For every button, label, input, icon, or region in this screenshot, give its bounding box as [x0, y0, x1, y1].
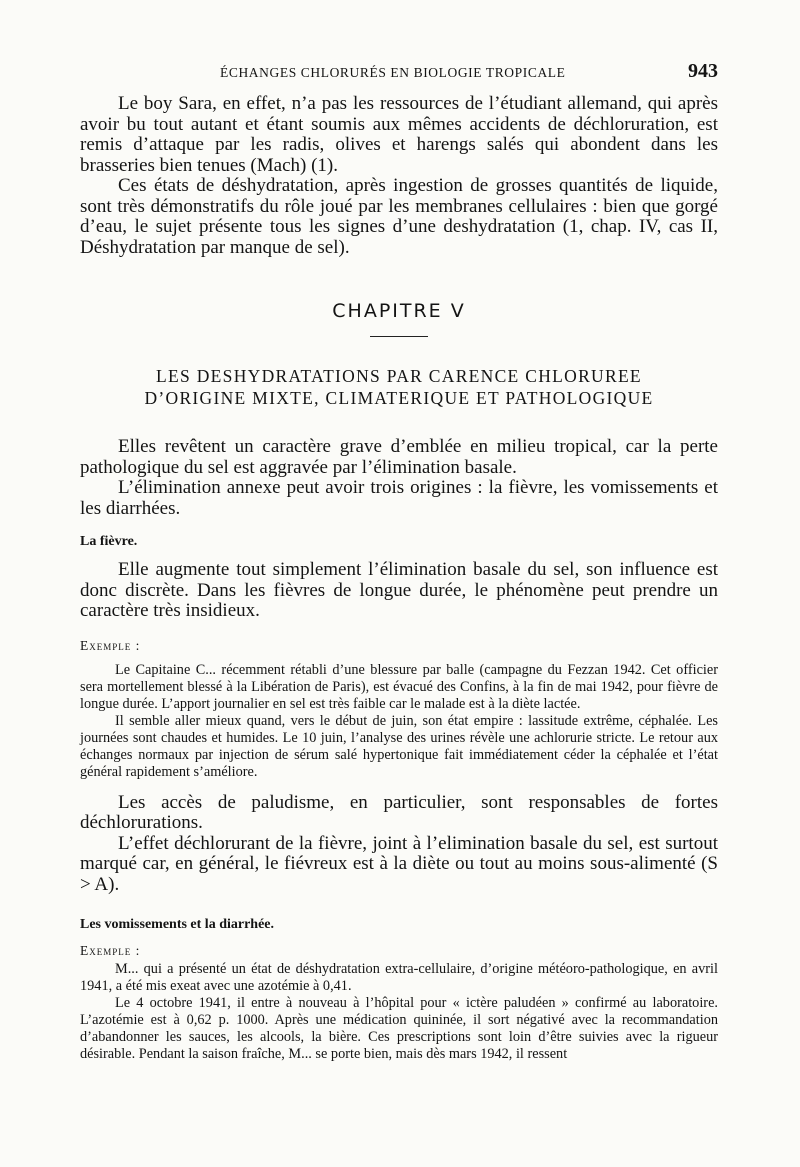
chapter-paragraph-2: L’élimination annexe peut avoir trois origines : la fièvre, les vomissements et les diarrhées. — [80, 477, 718, 519]
fever-paragraph: Elle augmente tout simplement l’élimination basale du sel, son influence est donc discrète. Dans les fièvres de longue durée, le phénomène peut prendre un caractère très insidieux. — [80, 559, 718, 621]
chapter-title — [80, 365, 718, 409]
section-heading-fever: La fièvre. — [80, 534, 138, 549]
page-number: 943 — [688, 60, 718, 82]
vomiting-example-paragraph-2: Le 4 octobre 1941, il entre à nouveau à l’hôpital pour « ictère paludéen » confirmé au laboratoire. L’azotémie est à 0,62 p. 1000. Après une médication quininée, il sort négativé avec la recommandation d’abandonner les sauces, les alcools, la bière. Ces prescriptions sont loin d’être suivies avec la rigueur désirable. Pendant la saison fraîche, M... se porte bien, mais dès mars 1942, il ressent — [80, 995, 718, 1062]
intro-paragraph-2: Ces états de déshydratation, après ingestion de grosses quantités de liquide, sont très démonstratifs du rôle joué par les membranes cellulaires : bien que gorgé d’eau, le sujet présente tous les signes d’une deshydratation (1, chap. IV, cas II, Déshydratation par manque de sel). — [80, 175, 718, 258]
fever-example-paragraph-1: Le Capitaine C... récemment rétabli d’une blessure par balle (campagne du Fezzan 1942. Cet officier sera mortellement blessé à la Libération de Paris), est évacué des Confins, à la fin de mai 1942, pour fièvre de longue durée. L’apport journalier en sel est très faible car le malade est à la diète lactée. — [80, 661, 718, 712]
chapter-rule — [370, 336, 428, 337]
intro-paragraph-1: Le boy Sara, en effet, n’a pas les ressources de l’étudiant allemand, qui après avoir bu tout autant et étant soumis aux mêmes accidents de déchloruration, est remis d’attaque par les radis, olives et harengs salés qui abondent dans les brasseries bien tenues (Mach) (1). — [80, 93, 718, 176]
fever-after-paragraph-1: Les accès de paludisme, en particulier, sont responsables de fortes déchlorurations. — [80, 791, 718, 833]
page-body — [80, 94, 718, 1063]
chapter-title-line-2: D’ORIGINE MIXTE, CLIMATERIQUE ET PATHOLOGIQUE — [144, 388, 654, 408]
running-header — [0, 58, 800, 86]
vomiting-example-paragraph-1: M... qui a présenté un état de déshydratation extra-cellulaire, d’origine météoro-pathologique, en avril 1941, a été mis exeat avec une azotémie à 0,41. — [80, 961, 718, 994]
vomiting-example-label: Exemple : — [80, 943, 141, 958]
chapter-label: CHAPITRE V — [332, 300, 466, 322]
running-title: ÉCHANGES CHLORURÉS EN BIOLOGIE TROPICALE — [220, 65, 566, 80]
fever-example-paragraph-2: Il semble aller mieux quand, vers le début de juin, son état empire : lassitude extrême, céphalée. Les journées sont chaudes et humides. Le 10 juin, l’analyse des urines révèle une achlorurie stricte. Le retour aux échanges normaux par injection de sérum salé hypertonique fait immédiatement céder la céphalée et l’état général rapidement s’améliore. — [80, 712, 718, 780]
chapter-title-line-1: LES DESHYDRATATIONS PAR CARENCE CHLORUREE — [156, 366, 642, 386]
chapter-paragraph-1: Elles revêtent un caractère grave d’emblée en milieu tropical, car la perte pathologique du sel est aggravée par l’élimination basale. — [80, 436, 718, 478]
section-heading-vomiting: Les vomissements et la diarrhée. — [80, 917, 275, 932]
fever-example-label: Exemple : — [80, 637, 141, 653]
fever-after-paragraph-2: L’effet déchlorurant de la fièvre, joint à l’elimination basale du sel, est surtout marqué car, en général, le fiévreux est à la diète ou tout au moins sous-alimenté (S > A). — [80, 832, 718, 895]
